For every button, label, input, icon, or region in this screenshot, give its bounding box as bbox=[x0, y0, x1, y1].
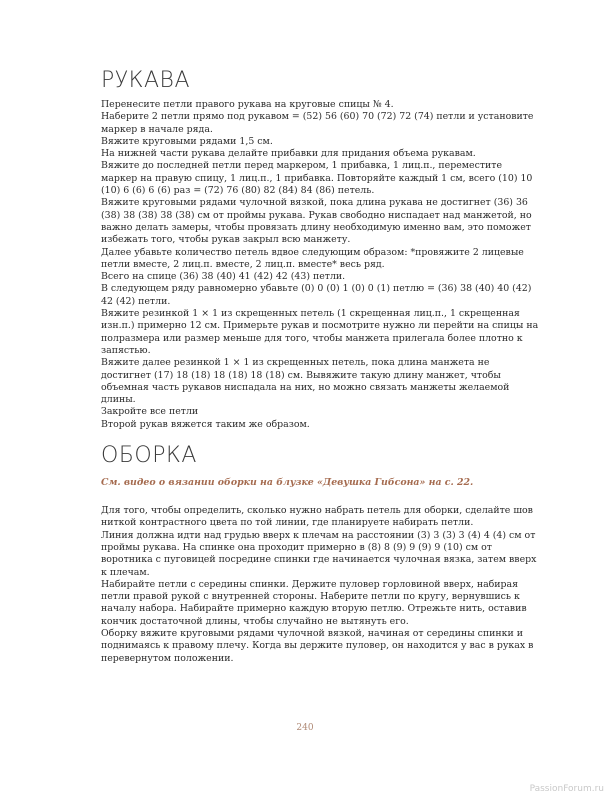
site-watermark: PassionForum.ru bbox=[529, 784, 604, 794]
paragraph: Для того, чтобы определить, сколько нужно набрать петель для оборки, сделайте шов ниткой контрастного цвета по той линии, где планируете набирать петли. bbox=[101, 505, 533, 529]
page-content bbox=[101, 68, 541, 665]
paragraph: Линия должна идти над грудью вверх к плечам на расстоянии (3) 3 (3) 3 (4) 4 (4) см от проймы рукава. На спинке она проходит примерно в (8) 8 (9) 9 (9) 9 (10) см от воротника с пуговицей посредине спинки где начинается чулочная вязка, затем вверх к плечам. bbox=[101, 529, 537, 578]
section-title-sleeves: РУКАВА bbox=[101, 68, 191, 93]
paragraph: Наберите 2 петли прямо под рукавом = (52) 56 (60) 70 (72) 72 (74) петли и установите маркер в начале ряда. bbox=[101, 111, 534, 135]
paragraph: Вяжите далее резинкой 1 × 1 из скрещенных петель, пока длина манжета не достигнет (17) 18 (18) 18 (18) 18 (18) см. Вывяжите такую длину манжет, чтобы объемная часть рукавов ниспадала на них, но можно связать манжеты желаемой длины. bbox=[101, 357, 510, 406]
ruffle-body bbox=[101, 505, 541, 665]
paragraph: Оборку вяжите круговыми рядами чулочной вязкой, начиная от середины спинки и поднимаясь к правому плечу. Когда вы держите пуловер, он находится у вас в руках в перевернутом положении. bbox=[101, 627, 534, 664]
paragraph: Закройте все петли bbox=[101, 406, 199, 418]
paragraph: В следующем ряду равномерно убавьте (0) 0 (0) 1 (0) 0 (1) петлю = (36) 38 (40) 40 (42) 42 (42) петли. bbox=[101, 283, 532, 307]
section-title-ruffle: ОБОРКА bbox=[101, 443, 197, 469]
paragraph: Набирайте петли с середины спинки. Держите пуловер горловиной вверх, набирая петли правой рукой с внутренней стороны. Наберите петли по кругу, вернувшись к началу набора. Набирайте примерно каждую вторую петлю. Отрежьте нить, оставив кончик достаточной длины, чтобы случайно не вытянуть его. bbox=[101, 578, 527, 627]
paragraph: Вяжите круговыми рядами чулочной вязкой, пока длина рукава не достигнет (36) 36 (38) 38 (38) 38 (38) см от проймы рукава. Рукав свободно ниспадает над манжетой, но важно делать замеры, чтобы провязать длину необходимую именно вам, это поможет избежать того, чтобы рукав закрыл всю манжету. bbox=[101, 197, 532, 246]
page-number: 240 bbox=[296, 723, 314, 733]
paragraph: Далее убавьте количество петель вдвое следующим образом: *провяжите 2 лицевые петли вместе, 2 лиц.п. вместе, 2 лиц.п. вместе* весь ряд. bbox=[101, 246, 524, 270]
paragraph: Всего на спице (36) 38 (40) 41 (42) 42 (43) петли. bbox=[101, 271, 346, 283]
paragraph: Второй рукав вяжется таким же образом. bbox=[101, 418, 310, 430]
paragraph: На нижней части рукава делайте прибавки для придания объема рукавам. bbox=[101, 148, 476, 160]
sleeves-body bbox=[101, 99, 541, 431]
paragraph: Вяжите резинкой 1 × 1 из скрещенных петель (1 скрещенная лиц.п., 1 скрещенная изн.п.) примерно 12 см. Примерьте рукав и посмотрите нужно ли перейти на спицы на полразмера или размер меньше для того, чтобы манжета прилегала более плотно к запястью. bbox=[101, 308, 539, 356]
paragraph: Перенесите петли правого рукава на круговые спицы № 4. bbox=[101, 99, 394, 110]
video-reference-note: См. видео о вязании оборки на блузке «Девушка Гибсона» на с. 22. bbox=[101, 477, 474, 489]
paragraph: Вяжите до последней петли перед маркером, 1 прибавка, 1 лиц.п., переместите маркер на правую спицу, 1 лиц.п., 1 прибавка. Повторяйте каждый 1 см, всего (10) 10 (10) 6 (6) 6 (6) раз = (72) 76 (80) 82 (84) 84 (86) петель. bbox=[101, 160, 533, 197]
paragraph: Вяжите круговыми рядами 1,5 см. bbox=[101, 135, 273, 147]
